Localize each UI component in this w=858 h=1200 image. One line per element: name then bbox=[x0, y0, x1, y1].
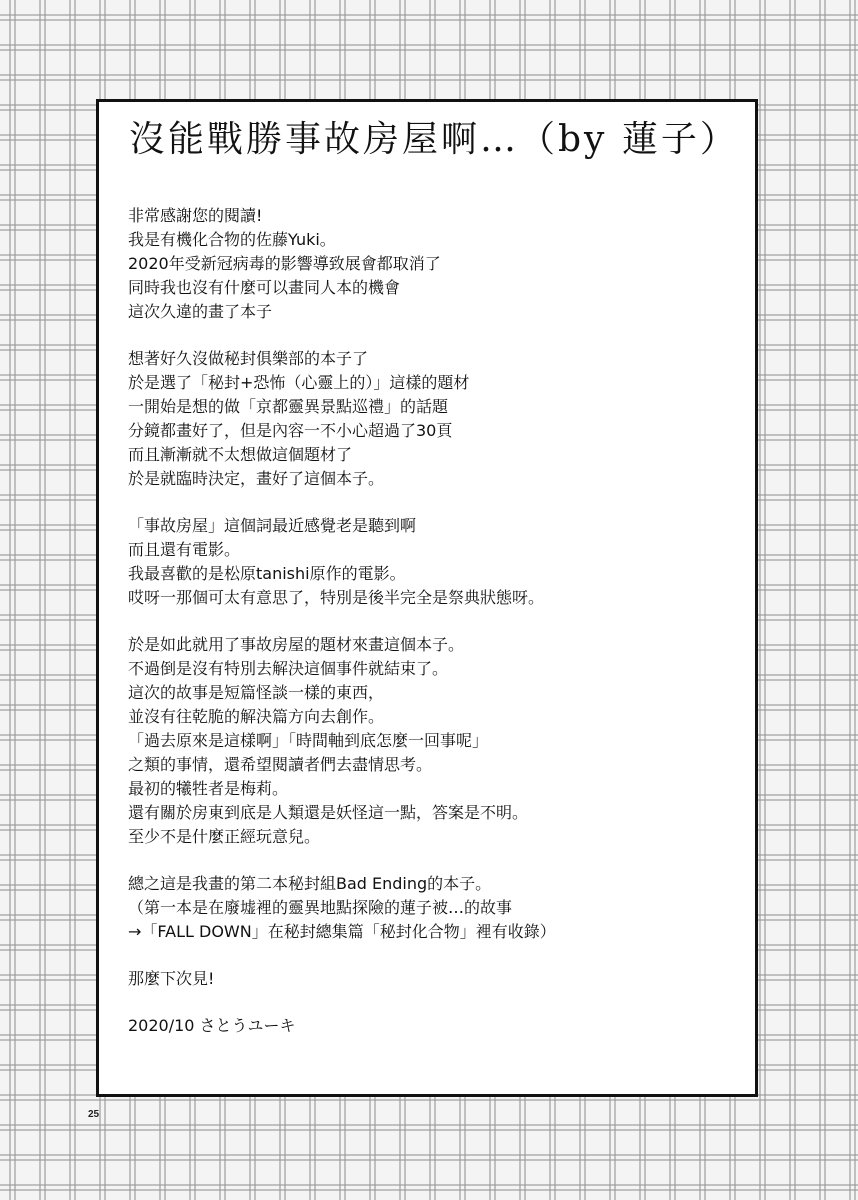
text-line: 非常感謝您的閱讀! bbox=[128, 206, 263, 225]
paragraph-greeting bbox=[128, 204, 738, 324]
paragraph-story bbox=[128, 633, 738, 849]
text-line: 「事故房屋」這個詞最近感覺老是聽到啊 bbox=[128, 516, 417, 535]
text-line: 想著好久沒做秘封俱樂部的本子了 bbox=[128, 349, 369, 368]
text-panel bbox=[96, 99, 758, 1097]
paragraph-movie bbox=[128, 514, 738, 610]
signature-date: 2020/10 さとうユーキ bbox=[128, 1016, 296, 1035]
text-line: 還有關於房東到底是人類還是妖怪這一點，答案是不明。 bbox=[128, 803, 529, 822]
text-line: 我是有機化合物的佐藤Yuki。 bbox=[128, 230, 336, 249]
text-line: 一開始是想的做「京都靈異景點巡禮」的話題 bbox=[128, 397, 449, 416]
paragraph-farewell bbox=[128, 967, 738, 991]
text-line: 同時我也沒有什麼可以畫同人本的機會 bbox=[128, 278, 401, 297]
text-line: 我最喜歡的是松原tanishi原作的電影。 bbox=[128, 564, 406, 583]
text-line: 至少不是什麼正經玩意兒。 bbox=[128, 827, 321, 846]
text-line: 而且還有電影。 bbox=[128, 540, 241, 559]
text-line: 於是選了「秘封+恐怖（心靈上的）」這樣的題材 bbox=[128, 373, 470, 392]
paragraph-origin bbox=[128, 347, 738, 491]
afterword-body bbox=[128, 204, 738, 1038]
text-line: 於是就臨時決定，畫好了這個本子。 bbox=[128, 469, 385, 488]
text-line: 之類的事情，還希望閱讀者們去盡情思考。 bbox=[128, 755, 433, 774]
text-line: 哎呀一那個可太有意思了，特別是後半完全是祭典狀態呀。 bbox=[128, 588, 545, 607]
text-line: 這次久違的畫了本子 bbox=[128, 302, 273, 321]
text-line: 最初的犧牲者是梅莉。 bbox=[128, 779, 289, 798]
page-title: 沒能戰勝事故房屋啊…（by 蓮子） bbox=[129, 119, 739, 160]
paragraph-series bbox=[128, 872, 738, 944]
text-line: 那麼下次見! bbox=[128, 969, 215, 988]
text-line: 不過倒是沒有特別去解決這個事件就結束了。 bbox=[128, 659, 449, 678]
text-line: 這次的故事是短篇怪談一樣的東西， bbox=[128, 683, 385, 702]
text-line: 「過去原來是這樣啊」「時間軸到底怎麼一回事呢」 bbox=[128, 731, 489, 750]
text-line: 總之這是我畫的第二本秘封組Bad Ending的本子。 bbox=[128, 874, 492, 893]
text-line: 2020年受新冠病毒的影響導致展會都取消了 bbox=[128, 254, 441, 273]
page-number: 25 bbox=[88, 1109, 100, 1120]
text-line: 並沒有往乾脆的解決篇方向去創作。 bbox=[128, 707, 385, 726]
text-line: 而且漸漸就不太想做這個題材了 bbox=[128, 445, 353, 464]
text-line: （第一本是在廢墟裡的靈異地點探險的蓮子被…的故事 bbox=[128, 898, 513, 917]
text-line: →「FALL DOWN」在秘封總集篇「秘封化合物」裡有收錄） bbox=[128, 922, 556, 941]
text-line: 於是如此就用了事故房屋的題材來畫這個本子。 bbox=[128, 635, 465, 654]
text-line: 分鏡都畫好了，但是內容一不小心超過了30頁 bbox=[128, 421, 453, 440]
